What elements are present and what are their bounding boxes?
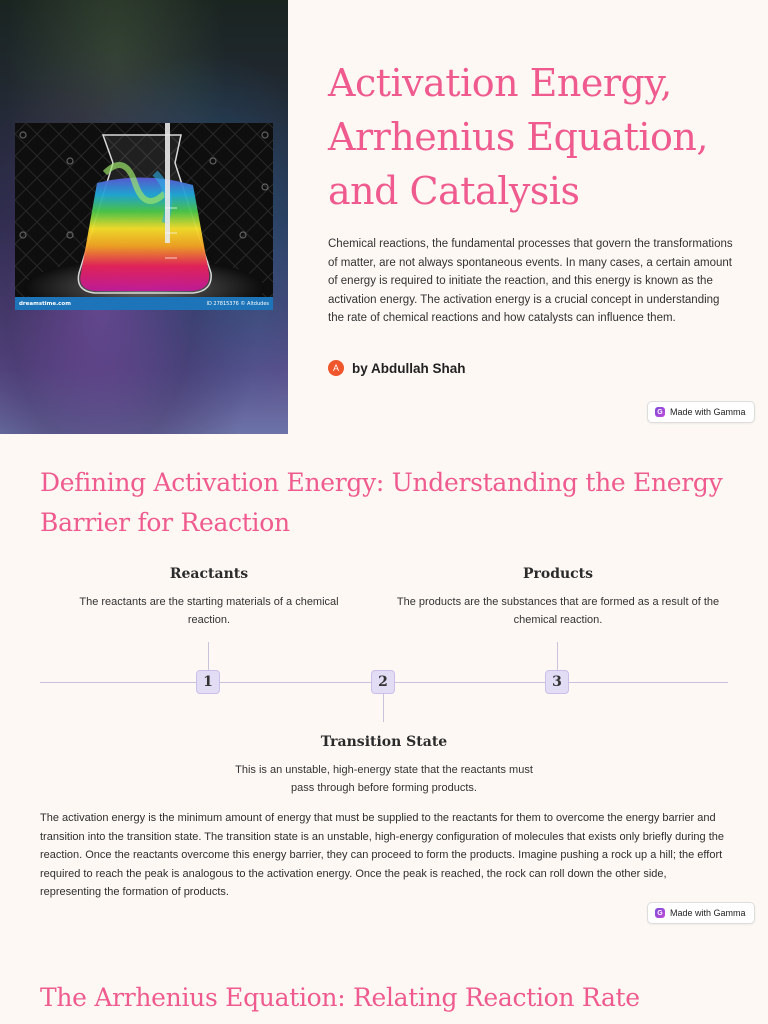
- timeline-connector-3: [557, 642, 558, 670]
- hero-image-panel: [0, 0, 288, 434]
- author-name: by Abdullah Shah: [352, 360, 466, 376]
- gamma-logo-icon: G: [655, 908, 665, 918]
- hero-photo-flask: [15, 123, 273, 310]
- author-byline: [328, 360, 466, 376]
- page-title: Activation Energy, Arrhenius Equation, and Catalysis: [328, 61, 708, 213]
- step-number-2: 2: [371, 670, 395, 694]
- made-with-gamma-button-2[interactable]: [647, 902, 755, 924]
- timeline-connector-1: [208, 642, 209, 670]
- photo-watermark-bar: [15, 297, 273, 310]
- activation-energy-paragraph: The activation energy is the minimum amount of energy that must be supplied to the reactants for them to overcome the energy barrier and transition into the transition state. The transition state is an unstable, high-energy configuration of molecules that exists only briefly during the reaction. Once the reactants overcome this energy barrier, they can proceed to form the products. Imagine pushing a rock up a hill; the effort required to reach the peak is analogous to the activation energy. Once the peak is reached, the rock can roll down the other side, representing the formation of products.: [40, 812, 725, 899]
- step-heading-products: Products: [522, 566, 594, 582]
- step-text-products: The products are the substances that are formed as a result of the chemical reaction.: [396, 596, 720, 626]
- step-heading-transition-state: Transition State: [320, 734, 448, 750]
- flask-illustration: [15, 123, 273, 310]
- made-with-gamma-button[interactable]: [647, 401, 755, 423]
- watermark-id: ID 27815376 © Altdudes: [206, 300, 269, 307]
- step-heading-reactants: Reactants: [169, 566, 249, 582]
- step-number-3: 3: [545, 670, 569, 694]
- section-title-activation-energy: Defining Activation Energy: Understanding the Energy Barrier for Reaction: [40, 468, 723, 537]
- step-text-transition-state: This is an unstable, high-energy state that the reactants must pass through before forming products.: [235, 764, 533, 794]
- title-slide: [0, 0, 768, 434]
- watermark-brand: dreamstime.com: [19, 300, 71, 307]
- section-title-arrhenius: The Arrhenius Equation: Relating Reaction Rate: [40, 983, 640, 1012]
- made-with-gamma-label: Made with Gamma: [670, 407, 746, 417]
- timeline-connector-2: [383, 694, 384, 722]
- step-text-reactants: The reactants are the starting materials of a chemical reaction.: [79, 596, 339, 626]
- step-number-1: 1: [196, 670, 220, 694]
- hero-description: Chemical reactions, the fundamental processes that govern the transformations of matter, are not always spontaneous events. In many cases, a certain amount of energy is required to initiate the reaction, and this energy is known as the activation energy. The activation energy is a crucial concept in understanding the rate of chemical reactions and how catalysts can influence them.: [328, 238, 733, 325]
- made-with-gamma-label: Made with Gamma: [670, 908, 746, 918]
- avatar: A: [328, 360, 344, 376]
- gamma-logo-icon: G: [655, 407, 665, 417]
